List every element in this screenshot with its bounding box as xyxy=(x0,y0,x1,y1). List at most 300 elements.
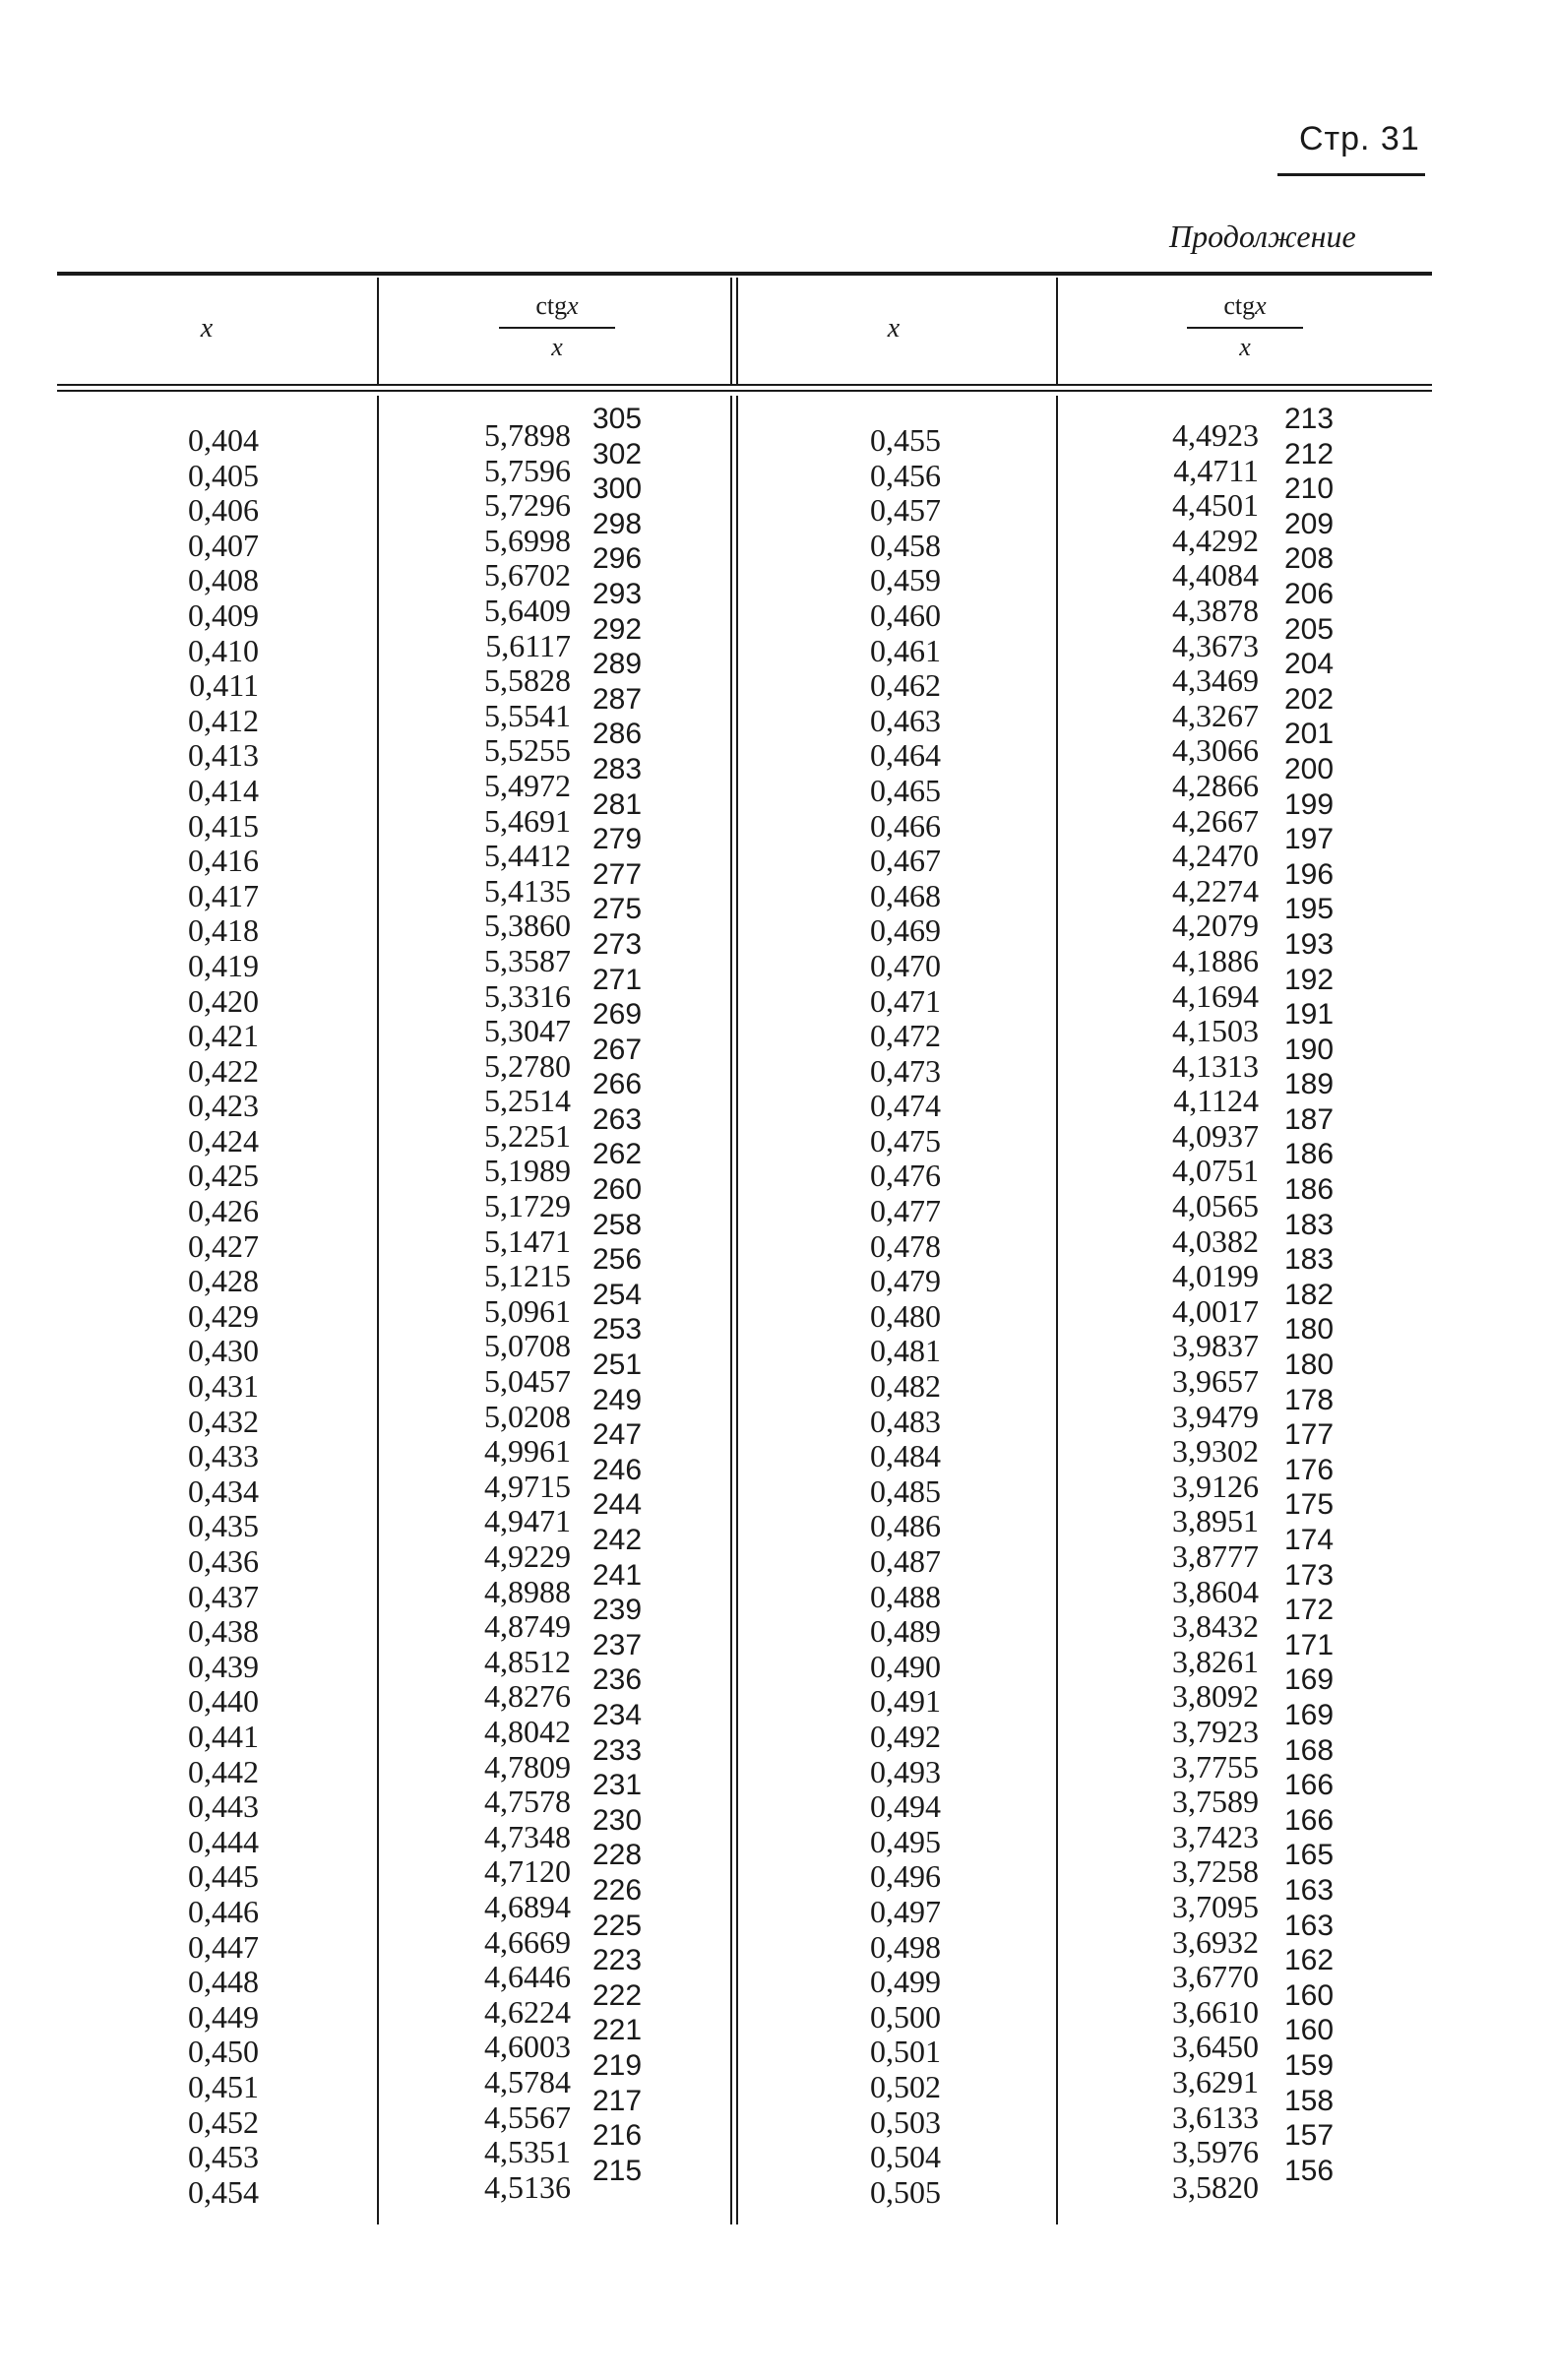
x-cell: 0,455 xyxy=(870,422,941,458)
difference-cell: 196 xyxy=(1284,857,1335,891)
value-cell: 3,8092 xyxy=(1172,1678,1259,1715)
difference-cell: 267 xyxy=(592,1033,643,1066)
value-cell: 3,5976 xyxy=(1172,2134,1259,2170)
difference-cell: 166 xyxy=(1284,1803,1335,1837)
difference-cell: 193 xyxy=(1284,927,1335,961)
difference-cell: 183 xyxy=(1284,1208,1335,1241)
difference-cell: 279 xyxy=(592,823,643,856)
x-cell: 0,405 xyxy=(188,457,259,493)
difference-cell: 209 xyxy=(1284,507,1335,540)
x-cell: 0,457 xyxy=(870,492,941,529)
x-cell: 0,436 xyxy=(188,1543,259,1579)
left-value-column xyxy=(423,418,571,2205)
difference-cell: 223 xyxy=(592,1944,643,1977)
value-cell: 3,8261 xyxy=(1172,1643,1259,1679)
x-cell: 0,425 xyxy=(188,1158,259,1194)
value-cell: 5,4135 xyxy=(484,872,571,908)
column-divider-2a xyxy=(730,278,732,384)
difference-cell: 190 xyxy=(1284,1033,1335,1066)
value-cell: 4,7348 xyxy=(484,1818,571,1854)
x-cell: 0,475 xyxy=(870,1122,941,1159)
table-top-rule xyxy=(57,272,1432,276)
difference-cell: 289 xyxy=(592,648,643,681)
difference-cell: 273 xyxy=(592,927,643,961)
value-cell: 4,9715 xyxy=(484,1468,571,1504)
x-cell: 0,500 xyxy=(870,1998,941,2035)
difference-cell: 219 xyxy=(592,2048,643,2082)
difference-cell: 162 xyxy=(1284,1944,1335,1977)
difference-cell: 231 xyxy=(592,1769,643,1802)
x-cell: 0,453 xyxy=(188,2139,259,2175)
x-cell: 0,423 xyxy=(188,1088,259,1124)
value-cell: 4,6003 xyxy=(484,2029,571,2065)
difference-cell: 292 xyxy=(592,612,643,646)
value-cell: 4,9229 xyxy=(484,1538,571,1574)
value-cell: 4,4292 xyxy=(1172,522,1259,558)
x-cell: 0,421 xyxy=(188,1018,259,1054)
difference-cell: 210 xyxy=(1284,472,1335,506)
right-difference-column xyxy=(1284,402,1353,2188)
value-cell: 4,3878 xyxy=(1172,592,1259,628)
value-cell: 5,5255 xyxy=(484,732,571,769)
page-number-underline xyxy=(1277,173,1425,176)
difference-cell: 197 xyxy=(1284,823,1335,856)
x-cell: 0,463 xyxy=(870,702,941,738)
x-cell: 0,434 xyxy=(188,1472,259,1509)
difference-cell: 287 xyxy=(592,682,643,716)
difference-cell: 165 xyxy=(1284,1839,1335,1872)
x-cell: 0,461 xyxy=(870,632,941,668)
value-cell: 4,1886 xyxy=(1172,942,1259,978)
difference-cell: 160 xyxy=(1284,2014,1335,2047)
x-cell: 0,502 xyxy=(870,2068,941,2104)
x-cell: 0,441 xyxy=(188,1718,259,1754)
difference-cell: 286 xyxy=(592,718,643,751)
x-cell: 0,472 xyxy=(870,1018,941,1054)
value-cell: 3,9479 xyxy=(1172,1398,1259,1434)
x-cell: 0,474 xyxy=(870,1088,941,1124)
x-cell: 0,498 xyxy=(870,1928,941,1965)
value-cell: 3,7755 xyxy=(1172,1748,1259,1785)
difference-cell: 182 xyxy=(1284,1278,1335,1311)
difference-cell: 195 xyxy=(1284,893,1335,926)
x-cell: 0,485 xyxy=(870,1472,941,1509)
value-cell: 4,6894 xyxy=(484,1888,571,1924)
difference-cell: 234 xyxy=(592,1698,643,1731)
value-cell: 5,6702 xyxy=(484,557,571,594)
x-cell: 0,469 xyxy=(870,912,941,949)
value-cell: 5,6409 xyxy=(484,592,571,628)
value-cell: 4,0382 xyxy=(1172,1222,1259,1259)
x-cell: 0,429 xyxy=(188,1297,259,1334)
difference-cell: 242 xyxy=(592,1524,643,1556)
difference-cell: 296 xyxy=(592,542,643,576)
difference-cell: 160 xyxy=(1284,1978,1335,2012)
x-cell: 0,407 xyxy=(188,527,259,563)
difference-cell: 174 xyxy=(1284,1524,1335,1556)
difference-cell: 159 xyxy=(1284,2048,1335,2082)
value-cell: 3,9657 xyxy=(1172,1363,1259,1400)
header-ratio-numerator: ctgx xyxy=(1223,291,1267,320)
difference-cell: 293 xyxy=(592,577,643,610)
difference-cell: 212 xyxy=(1284,437,1335,470)
difference-cell: 205 xyxy=(1284,612,1335,646)
x-cell: 0,404 xyxy=(188,422,259,458)
x-cell: 0,417 xyxy=(188,877,259,913)
x-cell: 0,464 xyxy=(870,737,941,774)
x-cell: 0,431 xyxy=(188,1368,259,1405)
difference-cell: 201 xyxy=(1284,718,1335,751)
x-cell: 0,435 xyxy=(188,1508,259,1544)
x-cell: 0,418 xyxy=(188,912,259,949)
value-cell: 4,3469 xyxy=(1172,662,1259,699)
difference-cell: 305 xyxy=(592,403,643,435)
value-cell: 4,2274 xyxy=(1172,872,1259,908)
x-cell: 0,504 xyxy=(870,2139,941,2175)
value-cell: 4,8988 xyxy=(484,1573,571,1609)
x-cell: 0,492 xyxy=(870,1718,941,1754)
difference-cell: 262 xyxy=(592,1138,643,1171)
header-ratio-denominator: x xyxy=(551,333,563,361)
difference-cell: 275 xyxy=(592,893,643,926)
x-cell: 0,493 xyxy=(870,1753,941,1789)
x-cell: 0,444 xyxy=(188,1823,259,1859)
difference-cell: 208 xyxy=(1284,542,1335,576)
x-cell: 0,414 xyxy=(188,772,259,808)
value-cell: 5,1729 xyxy=(484,1188,571,1224)
difference-cell: 260 xyxy=(592,1173,643,1207)
x-cell: 0,411 xyxy=(189,667,259,704)
difference-cell: 233 xyxy=(592,1733,643,1767)
x-cell: 0,438 xyxy=(188,1613,259,1650)
column-divider-1 xyxy=(377,278,379,384)
value-cell: 3,7589 xyxy=(1172,1784,1259,1820)
value-cell: 3,7423 xyxy=(1172,1818,1259,1854)
value-cell: 3,9302 xyxy=(1172,1433,1259,1470)
x-cell: 0,497 xyxy=(870,1893,941,1929)
value-cell: 4,4923 xyxy=(1172,417,1259,453)
difference-cell: 178 xyxy=(1284,1383,1335,1416)
value-cell: 4,9961 xyxy=(484,1433,571,1470)
value-cell: 5,4412 xyxy=(484,838,571,874)
difference-cell: 186 xyxy=(1284,1173,1335,1207)
difference-cell: 168 xyxy=(1284,1733,1335,1767)
page-number: Стр. 31 xyxy=(1299,120,1420,157)
value-cell: 4,7809 xyxy=(484,1748,571,1785)
x-cell: 0,478 xyxy=(870,1227,941,1264)
x-cell: 0,409 xyxy=(188,596,259,633)
x-cell: 0,454 xyxy=(188,2173,259,2210)
x-cell: 0,446 xyxy=(188,1893,259,1929)
value-cell: 5,5828 xyxy=(484,662,571,699)
x-cell: 0,440 xyxy=(188,1683,259,1720)
x-cell: 0,422 xyxy=(188,1052,259,1089)
value-cell: 3,6770 xyxy=(1172,1959,1259,1995)
header-ratio-right xyxy=(1147,291,1343,362)
value-cell: 3,9126 xyxy=(1172,1468,1259,1504)
difference-cell: 216 xyxy=(592,2119,643,2153)
value-cell: 5,3587 xyxy=(484,942,571,978)
value-cell: 4,4711 xyxy=(1173,452,1259,488)
value-cell: 3,6133 xyxy=(1172,2098,1259,2135)
difference-cell: 202 xyxy=(1284,682,1335,716)
difference-cell: 158 xyxy=(1284,2084,1335,2117)
difference-cell: 228 xyxy=(592,1839,643,1872)
x-cell: 0,483 xyxy=(870,1403,941,1439)
value-cell: 5,0457 xyxy=(484,1363,571,1400)
header-ratio-left xyxy=(459,291,655,362)
difference-cell: 283 xyxy=(592,752,643,785)
difference-cell: 175 xyxy=(1284,1488,1335,1522)
x-cell: 0,432 xyxy=(188,1403,259,1439)
difference-cell: 187 xyxy=(1284,1102,1335,1136)
difference-cell: 263 xyxy=(592,1102,643,1136)
x-cell: 0,449 xyxy=(188,1998,259,2035)
x-cell: 0,424 xyxy=(188,1122,259,1159)
x-cell: 0,505 xyxy=(870,2173,941,2210)
x-cell: 0,470 xyxy=(870,947,941,983)
value-cell: 3,6291 xyxy=(1172,2063,1259,2099)
x-cell: 0,450 xyxy=(188,2034,259,2070)
difference-cell: 192 xyxy=(1284,963,1335,996)
difference-cell: 156 xyxy=(1284,2154,1335,2187)
value-cell: 4,0199 xyxy=(1172,1258,1259,1294)
x-cell: 0,460 xyxy=(870,596,941,633)
difference-cell: 183 xyxy=(1284,1243,1335,1277)
x-cell: 0,488 xyxy=(870,1578,941,1614)
difference-cell: 302 xyxy=(592,437,643,470)
body-divider-2a xyxy=(730,396,732,2224)
difference-cell: 249 xyxy=(592,1383,643,1416)
x-cell: 0,480 xyxy=(870,1297,941,1334)
value-cell: 5,0708 xyxy=(484,1328,571,1364)
value-cell: 4,5136 xyxy=(484,2168,571,2205)
x-cell: 0,412 xyxy=(188,702,259,738)
x-cell: 0,442 xyxy=(188,1753,259,1789)
x-cell: 0,495 xyxy=(870,1823,941,1859)
value-cell: 3,8604 xyxy=(1172,1573,1259,1609)
x-cell: 0,415 xyxy=(188,807,259,844)
x-cell: 0,482 xyxy=(870,1368,941,1405)
x-cell: 0,443 xyxy=(188,1788,259,1825)
difference-cell: 254 xyxy=(592,1278,643,1311)
x-cell: 0,503 xyxy=(870,2103,941,2140)
difference-cell: 225 xyxy=(592,1909,643,1942)
x-cell: 0,447 xyxy=(188,1928,259,1965)
header-bottom-rule xyxy=(57,384,1432,386)
value-cell: 4,1124 xyxy=(1173,1083,1259,1119)
difference-cell: 173 xyxy=(1284,1558,1335,1592)
value-cell: 5,4691 xyxy=(484,802,571,839)
value-cell: 5,5541 xyxy=(484,697,571,733)
difference-cell: 298 xyxy=(592,507,643,540)
value-cell: 5,0961 xyxy=(484,1292,571,1329)
x-cell: 0,494 xyxy=(870,1788,941,1825)
right-x-column xyxy=(813,423,941,2210)
value-cell: 4,8042 xyxy=(484,1713,571,1749)
value-cell: 4,8276 xyxy=(484,1678,571,1715)
x-cell: 0,406 xyxy=(188,492,259,529)
x-cell: 0,452 xyxy=(188,2103,259,2140)
x-cell: 0,462 xyxy=(870,667,941,704)
value-cell: 4,1313 xyxy=(1172,1047,1259,1084)
value-cell: 4,8749 xyxy=(484,1608,571,1645)
value-cell: 5,7596 xyxy=(484,452,571,488)
value-cell: 3,6932 xyxy=(1172,1923,1259,1960)
value-cell: 5,0208 xyxy=(484,1398,571,1434)
x-cell: 0,416 xyxy=(188,843,259,879)
x-cell: 0,465 xyxy=(870,772,941,808)
value-cell: 5,3860 xyxy=(484,908,571,944)
x-cell: 0,408 xyxy=(188,562,259,598)
x-cell: 0,413 xyxy=(188,737,259,774)
value-cell: 4,0937 xyxy=(1172,1117,1259,1154)
value-cell: 3,7258 xyxy=(1172,1853,1259,1890)
value-cell: 5,6998 xyxy=(484,522,571,558)
header-x-right: x xyxy=(887,313,901,344)
x-cell: 0,501 xyxy=(870,2034,941,2070)
column-divider-3 xyxy=(1056,278,1058,384)
difference-cell: 200 xyxy=(1284,752,1335,785)
x-cell: 0,459 xyxy=(870,562,941,598)
value-cell: 4,2667 xyxy=(1172,802,1259,839)
right-value-column xyxy=(1111,418,1259,2205)
body-divider-2b xyxy=(736,396,738,2224)
difference-cell: 172 xyxy=(1284,1594,1335,1627)
difference-cell: 157 xyxy=(1284,2119,1335,2153)
x-cell: 0,476 xyxy=(870,1158,941,1194)
x-cell: 0,471 xyxy=(870,982,941,1019)
x-cell: 0,410 xyxy=(188,632,259,668)
x-cell: 0,433 xyxy=(188,1438,259,1474)
value-cell: 4,0751 xyxy=(1172,1153,1259,1189)
difference-cell: 244 xyxy=(592,1488,643,1522)
value-cell: 4,2079 xyxy=(1172,908,1259,944)
value-cell: 4,3673 xyxy=(1172,627,1259,663)
x-cell: 0,491 xyxy=(870,1683,941,1720)
x-cell: 0,479 xyxy=(870,1263,941,1299)
difference-cell: 230 xyxy=(592,1803,643,1837)
body-divider-3 xyxy=(1056,396,1058,2224)
value-cell: 5,2514 xyxy=(484,1083,571,1119)
x-cell: 0,445 xyxy=(188,1858,259,1895)
x-cell: 0,468 xyxy=(870,877,941,913)
value-cell: 4,7578 xyxy=(484,1784,571,1820)
value-cell: 4,5567 xyxy=(484,2098,571,2135)
difference-cell: 191 xyxy=(1284,998,1335,1032)
x-cell: 0,484 xyxy=(870,1438,941,1474)
difference-cell: 258 xyxy=(592,1208,643,1241)
left-x-column xyxy=(131,423,259,2210)
difference-cell: 176 xyxy=(1284,1453,1335,1486)
x-cell: 0,499 xyxy=(870,1964,941,2000)
value-cell: 4,4501 xyxy=(1172,487,1259,524)
x-cell: 0,448 xyxy=(188,1964,259,2000)
header-bottom-rule-2 xyxy=(57,390,1432,392)
x-cell: 0,487 xyxy=(870,1543,941,1579)
x-cell: 0,439 xyxy=(188,1648,259,1684)
value-cell: 3,8777 xyxy=(1172,1538,1259,1574)
difference-cell: 180 xyxy=(1284,1313,1335,1347)
value-cell: 4,5784 xyxy=(484,2063,571,2099)
difference-cell: 189 xyxy=(1284,1068,1335,1101)
value-cell: 5,1471 xyxy=(484,1222,571,1259)
difference-cell: 253 xyxy=(592,1313,643,1347)
x-cell: 0,473 xyxy=(870,1052,941,1089)
value-cell: 5,4972 xyxy=(484,767,571,803)
value-cell: 4,6446 xyxy=(484,1959,571,1995)
x-cell: 0,426 xyxy=(188,1193,259,1229)
difference-cell: 177 xyxy=(1284,1418,1335,1452)
value-cell: 5,1215 xyxy=(484,1258,571,1294)
difference-cell: 206 xyxy=(1284,577,1335,610)
x-cell: 0,419 xyxy=(188,947,259,983)
difference-cell: 239 xyxy=(592,1594,643,1627)
difference-cell: 266 xyxy=(592,1068,643,1101)
difference-cell: 247 xyxy=(592,1418,643,1452)
difference-cell: 226 xyxy=(592,1873,643,1907)
x-cell: 0,428 xyxy=(188,1263,259,1299)
x-cell: 0,430 xyxy=(188,1333,259,1369)
header-x-left: x xyxy=(200,313,214,344)
value-cell: 4,3267 xyxy=(1172,697,1259,733)
x-cell: 0,467 xyxy=(870,843,941,879)
difference-cell: 213 xyxy=(1284,403,1335,435)
difference-cell: 237 xyxy=(592,1628,643,1661)
x-cell: 0,489 xyxy=(870,1613,941,1650)
value-cell: 4,9471 xyxy=(484,1503,571,1539)
value-cell: 5,6117 xyxy=(485,627,571,663)
x-cell: 0,481 xyxy=(870,1333,941,1369)
difference-cell: 163 xyxy=(1284,1909,1335,1942)
difference-cell: 180 xyxy=(1284,1348,1335,1382)
value-cell: 4,0565 xyxy=(1172,1188,1259,1224)
value-cell: 5,2780 xyxy=(484,1047,571,1084)
value-cell: 4,2470 xyxy=(1172,838,1259,874)
value-cell: 4,6669 xyxy=(484,1923,571,1960)
header-ratio-denominator: x xyxy=(1239,333,1251,361)
value-cell: 4,4084 xyxy=(1172,557,1259,594)
value-cell: 3,7095 xyxy=(1172,1888,1259,1924)
left-difference-column xyxy=(592,402,661,2188)
x-cell: 0,477 xyxy=(870,1193,941,1229)
difference-cell: 300 xyxy=(592,472,643,506)
x-cell: 0,466 xyxy=(870,807,941,844)
difference-cell: 163 xyxy=(1284,1873,1335,1907)
difference-cell: 256 xyxy=(592,1243,643,1277)
value-cell: 4,2866 xyxy=(1172,767,1259,803)
value-cell: 5,7898 xyxy=(484,417,571,453)
continuation-label: Продолжение xyxy=(1169,219,1356,254)
value-cell: 5,3047 xyxy=(484,1013,571,1049)
value-cell: 3,8951 xyxy=(1172,1503,1259,1539)
difference-cell: 171 xyxy=(1284,1628,1335,1661)
value-cell: 3,7923 xyxy=(1172,1713,1259,1749)
body-divider-1 xyxy=(377,396,379,2224)
difference-cell: 221 xyxy=(592,2014,643,2047)
difference-cell: 271 xyxy=(592,963,643,996)
difference-cell: 204 xyxy=(1284,648,1335,681)
difference-cell: 277 xyxy=(592,857,643,891)
difference-cell: 166 xyxy=(1284,1769,1335,1802)
difference-cell: 199 xyxy=(1284,787,1335,821)
value-cell: 5,1989 xyxy=(484,1153,571,1189)
value-cell: 4,0017 xyxy=(1172,1292,1259,1329)
x-cell: 0,437 xyxy=(188,1578,259,1614)
x-cell: 0,420 xyxy=(188,982,259,1019)
difference-cell: 251 xyxy=(592,1348,643,1382)
difference-cell: 246 xyxy=(592,1453,643,1486)
